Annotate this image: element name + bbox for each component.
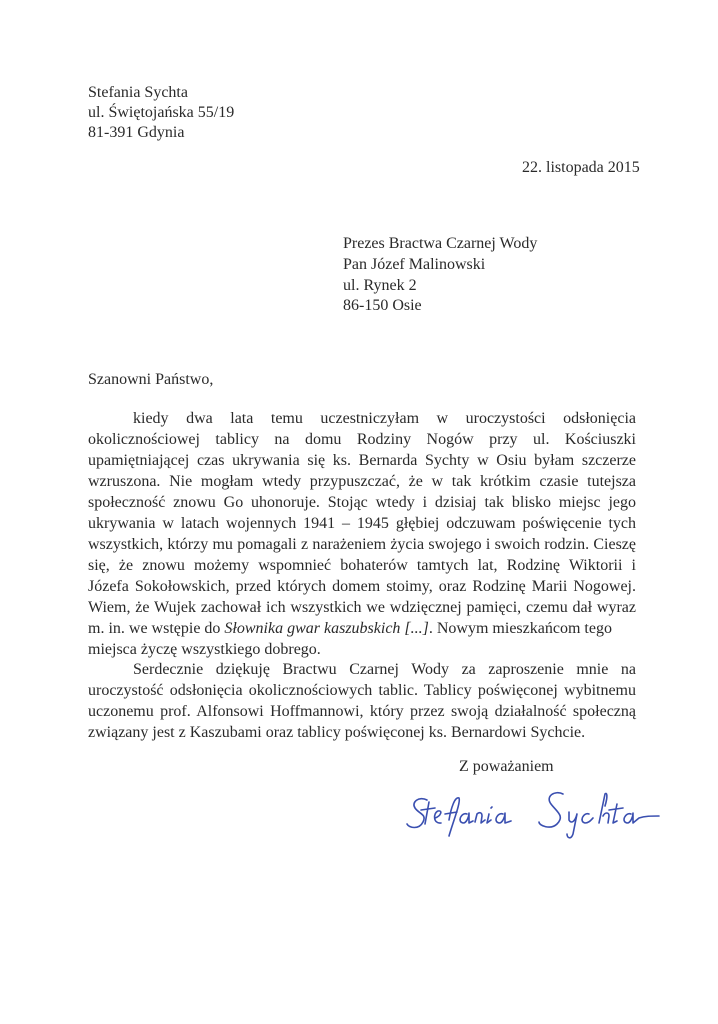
paragraph-line: Józefa Sokołowskich, przed których domem stoimy, oraz Rodzinę Marii Nogowej. xyxy=(88,578,636,595)
sender-city: 81-391 Gdynia xyxy=(88,124,185,141)
paragraph-line: uczonemu prof. Alfonsowi Hoffmannowi, który przez swoją działalność społeczną xyxy=(88,703,636,720)
sender-street: ul. Świętojańska 55/19 xyxy=(88,104,235,121)
text-fragment: m. in. we wstępie do xyxy=(88,620,225,637)
recipient-street: ul. Rynek 2 xyxy=(343,277,417,294)
text-fragment: . Nowym mieszkańcom tego xyxy=(428,620,612,637)
closing: Z poważaniem xyxy=(459,758,554,775)
paragraph-line: wszystkich, którzy mu pomagali z narażeniem życia swojego i swoich rodzin. Cieszę xyxy=(88,536,636,553)
paragraph-line: Wiem, że Wujek zachował ich wszystkich we wdzięcznej pamięci, czemu dał wyraz xyxy=(88,599,636,616)
paragraph-line-with-title xyxy=(88,619,636,639)
paragraph-line: ukrywania w latach wojennych 1941 – 1945 głębiej odczuwam poświęcenie tych xyxy=(88,515,636,532)
paragraph-last-line: miejsca życzę wszystkiego dobrego. xyxy=(88,641,321,658)
paragraph-line: upamiętniającej czas ukrywania się ks. Bernarda Sychty w Osiu byłam szczerze xyxy=(88,452,636,469)
recipient-line-1: Prezes Bractwa Czarnej Wody xyxy=(343,235,538,252)
paragraph-line: uroczystość odsłonięcia okolicznościowych tablic. Tablicy poświęconej wybitnemu xyxy=(88,682,636,699)
recipient-line-2: Pan Józef Malinowski xyxy=(343,256,486,273)
recipient-city: 86-150 Osie xyxy=(343,297,422,314)
paragraph-line: wzruszona. Nie mogłam wtedy przypuszczać, że w tak krótkim czasie tutejsza xyxy=(88,473,636,490)
paragraph-line: Serdecznie dziękuję Bractwu Czarnej Wody za zaproszenie mnie na xyxy=(133,661,636,678)
book-title: Słownika gwar kaszubskich [...] xyxy=(224,620,429,637)
paragraph-line: okolicznościowej tablicy na domu Rodziny Nogów przy ul. Kościuszki xyxy=(88,431,636,448)
paragraph-line: kiedy dwa lata temu uczestniczyłam w uroczystości odsłonięcia xyxy=(133,410,636,427)
handwritten-signature xyxy=(405,778,665,848)
salutation: Szanowni Państwo, xyxy=(88,371,214,388)
paragraph-last-line: związany jest z Kaszubami oraz tablicy poświęconej ks. Bernardowi Sychcie. xyxy=(88,724,586,741)
paragraph-line: się, że znowu możemy wspomnieć bohaterów tamtych lat, Rodzinę Wiktorii i xyxy=(88,557,636,574)
letter-date: 22. listopada 2015 xyxy=(522,159,640,176)
paragraph-line: społeczność znowu Go uhonoruje. Stojąc wtedy i dzisiaj tak blisko miejsc jego xyxy=(88,494,636,511)
sender-name: Stefania Sychta xyxy=(88,84,188,101)
